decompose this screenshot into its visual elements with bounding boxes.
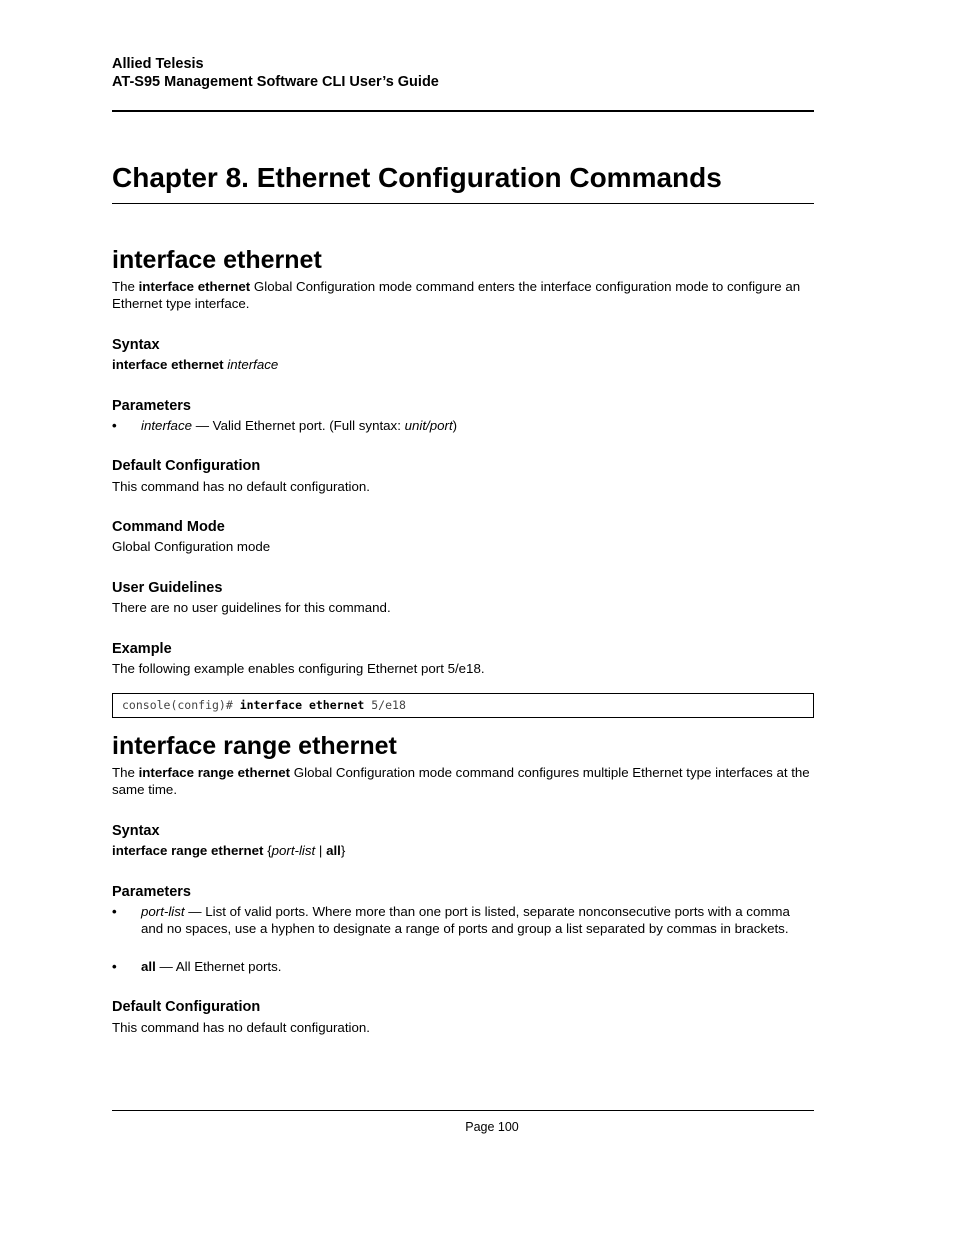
code-prompt: console(config)#: [122, 698, 240, 712]
parameters-heading: Parameters: [112, 884, 191, 900]
example-heading: Example: [112, 641, 172, 657]
parameter-item: [112, 958, 814, 975]
syntax-heading: Syntax: [112, 337, 160, 353]
bullet-marker: •: [112, 418, 117, 433]
syntax-separator: |: [315, 843, 327, 858]
bullet-marker: •: [112, 959, 117, 974]
intro-text: Global Configuration mode command configures multiple Ethernet type interfaces at the same time.: [112, 765, 810, 798]
intro-text: Global Configuration mode command enters the interface configuration mode to configure an Ethernet type interface.: [112, 279, 801, 312]
intro-command: interface ethernet: [138, 279, 251, 294]
user-guidelines-heading: User Guidelines: [112, 580, 223, 596]
parameter-description: — Valid Ethernet port. (Full syntax:: [192, 418, 405, 433]
running-header: [112, 55, 439, 91]
intro-command: interface range ethernet: [138, 765, 291, 780]
section-title-interface-ethernet: interface ethernet: [112, 246, 322, 274]
default-config-heading: Default Configuration: [112, 999, 261, 1015]
syntax-line: [112, 356, 814, 373]
section-intro: [112, 764, 814, 799]
guide-title: AT-S95 Management Software CLI User’s Guide: [112, 74, 439, 90]
section-title-interface-range-ethernet: interface range ethernet: [112, 732, 397, 760]
parameter-item: [112, 417, 814, 434]
syntax-keyword: all: [326, 843, 341, 858]
bullet-marker: •: [112, 904, 117, 919]
code-argument: 5/e18: [364, 698, 406, 712]
footer-rule: [112, 1110, 814, 1111]
header-rule: [112, 110, 814, 112]
syntax-heading: Syntax: [112, 823, 160, 839]
parameter-name: all: [141, 959, 156, 974]
parameter-description: ): [452, 418, 458, 433]
syntax-argument: interface: [227, 357, 279, 372]
intro-text: The: [112, 279, 139, 294]
company-name: Allied Telesis: [112, 56, 204, 72]
section-intro: [112, 278, 814, 313]
default-config-text: This command has no default configuration.: [112, 479, 370, 494]
parameter-item: [112, 903, 814, 937]
parameter-description: — List of valid ports. Where more than one port is listed, separate nonconsecutive ports with a comma and no spaces, use a hyphen to designate a range of ports and group a list separated by commas in brackets.: [141, 904, 790, 936]
command-mode-heading: Command Mode: [112, 519, 225, 535]
syntax-brace: {: [263, 843, 272, 858]
syntax-line: [112, 842, 814, 859]
parameters-heading: Parameters: [112, 398, 191, 414]
parameter-syntax: unit/port: [404, 418, 453, 433]
user-guidelines-text: There are no user guidelines for this command.: [112, 600, 391, 615]
default-config-heading: Default Configuration: [112, 458, 261, 474]
syntax-command: interface ethernet: [112, 357, 224, 372]
code-command: interface ethernet: [239, 698, 365, 712]
command-mode-text: Global Configuration mode: [112, 539, 271, 554]
page-number: Page 100: [465, 1120, 519, 1134]
intro-text: The: [112, 765, 139, 780]
syntax-argument: port-list: [271, 843, 316, 858]
parameter-name: interface: [141, 418, 192, 433]
parameter-name: port-list: [141, 904, 185, 919]
default-config-text: This command has no default configuration.: [112, 1020, 370, 1035]
chapter-rule: [112, 203, 814, 204]
parameter-description: — All Ethernet ports.: [155, 959, 282, 974]
syntax-command: interface range ethernet: [112, 843, 264, 858]
chapter-title: Chapter 8. Ethernet Configuration Commands: [112, 162, 722, 193]
code-example-box: [112, 693, 814, 718]
example-text: The following example enables configuring Ethernet port 5/e18.: [112, 661, 485, 676]
syntax-brace: }: [340, 843, 346, 858]
